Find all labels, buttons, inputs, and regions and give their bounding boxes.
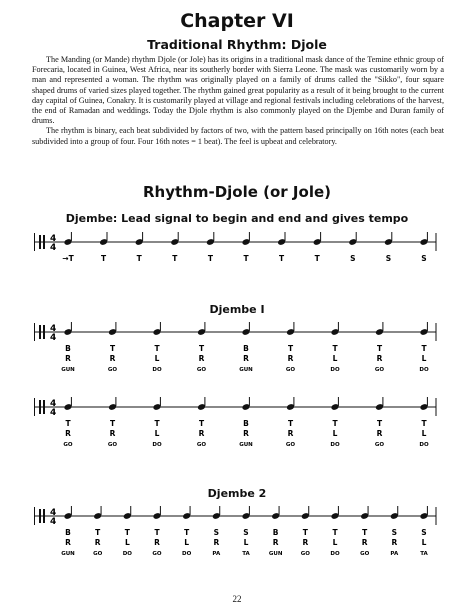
stroke-label: GO — [152, 551, 162, 557]
stroke-label: R — [361, 538, 368, 547]
stroke-label: R — [391, 538, 398, 547]
rhythm-staff-djembe-1 — [34, 322, 438, 390]
stroke-label: R — [94, 538, 101, 547]
stroke-label: T — [154, 419, 160, 428]
stroke-label: T — [198, 419, 205, 428]
stroke-label: L — [332, 354, 338, 363]
stroke-label: DO — [330, 551, 340, 557]
stroke-label: GO — [196, 442, 207, 448]
stroke-label: R — [376, 429, 383, 438]
stroke-label: T — [95, 528, 101, 537]
percussion-clef — [43, 235, 45, 249]
stroke-label: DO — [419, 367, 429, 373]
stroke-label: T — [207, 254, 213, 263]
stroke-label: PA — [390, 551, 399, 557]
stroke-label: L — [421, 429, 427, 438]
stroke-label: DO — [330, 442, 340, 448]
intro-text — [32, 55, 444, 147]
stroke-label: T — [136, 254, 142, 263]
percussion-clef — [39, 509, 41, 523]
stroke-label: GO — [285, 367, 296, 373]
percussion-clef — [39, 400, 41, 414]
rhythm-staff-lead-signal — [34, 232, 438, 284]
stroke-label: R — [376, 354, 383, 363]
stroke-label: T — [314, 254, 320, 263]
percussion-clef — [39, 325, 41, 339]
stroke-label: S — [350, 254, 356, 263]
stroke-label: PA — [212, 551, 221, 557]
stroke-label: GO — [300, 551, 310, 557]
stroke-label: R — [198, 354, 205, 363]
stroke-label: R — [213, 538, 220, 547]
stroke-label: GO — [63, 442, 73, 448]
stroke-label: T — [362, 528, 368, 537]
stroke-label: B — [243, 344, 249, 353]
percussion-clef — [39, 235, 41, 249]
stroke-label: T — [154, 344, 160, 353]
time-signature: 4 — [50, 399, 57, 409]
stroke-label: S — [243, 528, 249, 537]
stroke-label: S — [385, 254, 392, 263]
stroke-label: GO — [285, 442, 296, 448]
stroke-label: T — [124, 528, 130, 537]
stroke-label: GUN — [239, 442, 253, 448]
section-title: Rhythm-Djole (or Jole) — [143, 183, 331, 201]
stroke-label: R — [287, 354, 294, 363]
rhythm-staff-djembe-2 — [34, 506, 438, 574]
stroke-label: T — [65, 419, 71, 428]
stroke-label: DO — [182, 551, 192, 557]
stroke-label: GO — [360, 551, 370, 557]
stroke-label: T — [376, 344, 383, 353]
paragraph: The rhythm is binary, each beat subdivided by factors of two, with the pattern based principally on 16th notes (each beat subdivided into a group of four. Four 16th notes = 1 beat). The feel is upbeat and celebratory. — [32, 126, 444, 146]
stroke-label: R — [65, 429, 71, 438]
stroke-label: DO — [122, 551, 132, 557]
stroke-label: GO — [107, 442, 118, 448]
staff-label: Djembe: Lead signal to begin and end and gives tempo — [65, 212, 409, 225]
percussion-clef — [43, 325, 45, 339]
stroke-label: DO — [152, 442, 162, 448]
stroke-label: T — [421, 419, 427, 428]
stroke-label: GO — [374, 442, 385, 448]
stroke-label: TA — [242, 551, 250, 557]
time-signature: 4 — [50, 517, 57, 527]
chapter-subtitle: Traditional Rhythm: Djole — [147, 37, 327, 52]
stroke-label: T — [287, 344, 294, 353]
stroke-label: R — [65, 538, 71, 547]
stroke-label: DO — [152, 367, 162, 373]
stroke-label: T — [376, 419, 383, 428]
stroke-label: T — [332, 419, 338, 428]
time-signature: 4 — [50, 408, 57, 418]
stroke-label: GO — [374, 367, 385, 373]
stroke-label: R — [272, 538, 279, 547]
time-signature: 4 — [50, 324, 57, 334]
stroke-label: DO — [330, 367, 340, 373]
stroke-label: S — [421, 528, 427, 537]
stroke-label: L — [154, 354, 160, 363]
stroke-label: GUN — [61, 367, 75, 373]
stroke-label: R — [243, 429, 249, 438]
stroke-label: GUN — [239, 367, 253, 373]
stroke-label: S — [421, 254, 427, 263]
stroke-label: B — [65, 528, 71, 537]
stroke-label: GO — [93, 551, 103, 557]
time-signature: 4 — [50, 508, 57, 518]
percussion-clef — [43, 400, 45, 414]
stroke-label: B — [243, 419, 249, 428]
stroke-label: GUN — [61, 551, 75, 557]
stroke-label: L — [184, 538, 190, 547]
stroke-label: R — [287, 429, 294, 438]
stroke-label: B — [272, 528, 279, 537]
percussion-clef — [43, 509, 45, 523]
stroke-label: L — [332, 429, 338, 438]
paragraph: The Manding (or Mande) rhythm Djole (or Jole) has its origins in a traditional mask dance of the Temine ethnic group of Forecaria, located in Guinea, West Africa, near its southerly border with Sierra Leone. The mask was customarily worn by a man and represented a woman. The rhythm was originally played on a family of drums called the "Sikko", four square shaped drums of varied sizes played together. The rhythm gained great popularity as a result of it being brought to the current day capital of Guinea, Conakry. It is customarily played at village and regional festivals including celebrations of the harvest, the end of Ramadan and weddings. Today the Djole rhythm is also commonly played on the Djembe and Duran family of drums. — [32, 55, 444, 126]
stroke-label: R — [198, 429, 205, 438]
stroke-label: GUN — [268, 551, 283, 557]
stroke-label: B — [65, 344, 71, 353]
time-signature: 4 — [50, 234, 57, 244]
stroke-label: S — [391, 528, 398, 537]
stroke-label: T — [198, 344, 205, 353]
stroke-label: T — [332, 344, 338, 353]
stroke-label: T — [243, 254, 249, 263]
stroke-label: T — [172, 254, 178, 263]
stroke-label: S — [213, 528, 220, 537]
stroke-label: L — [243, 538, 249, 547]
stroke-label: T — [184, 528, 190, 537]
stroke-label: L — [421, 538, 427, 547]
staff-label: Djembe 2 — [207, 487, 267, 500]
stroke-label: L — [124, 538, 130, 547]
stroke-label: T — [302, 528, 308, 537]
stroke-label: T — [109, 419, 116, 428]
stroke-label: L — [332, 538, 338, 547]
stroke-label: R — [154, 538, 160, 547]
stroke-label: T — [154, 528, 160, 537]
stroke-label: →T — [62, 254, 74, 263]
page-number: 22 — [232, 594, 242, 604]
stroke-label: GO — [196, 367, 207, 373]
time-signature: 4 — [50, 333, 57, 343]
stroke-label: T — [279, 254, 285, 263]
stroke-label: T — [332, 528, 338, 537]
rhythm-staff-djembe-1-continued — [34, 397, 438, 465]
stroke-label: R — [109, 354, 116, 363]
stroke-label: GO — [107, 367, 118, 373]
stroke-label: R — [243, 354, 249, 363]
stroke-label: TA — [420, 551, 428, 557]
stroke-label: R — [302, 538, 309, 547]
stroke-label: T — [287, 419, 294, 428]
stroke-label: T — [109, 344, 116, 353]
stroke-label: T — [421, 344, 427, 353]
staff-label: Djembe I — [209, 303, 265, 316]
stroke-label: R — [65, 354, 71, 363]
stroke-label: L — [421, 354, 427, 363]
stroke-label: T — [101, 254, 107, 263]
stroke-label: L — [154, 429, 160, 438]
chapter-heading: Chapter VI — [180, 10, 294, 32]
stroke-label: R — [109, 429, 116, 438]
time-signature: 4 — [50, 243, 57, 253]
stroke-label: DO — [419, 442, 429, 448]
